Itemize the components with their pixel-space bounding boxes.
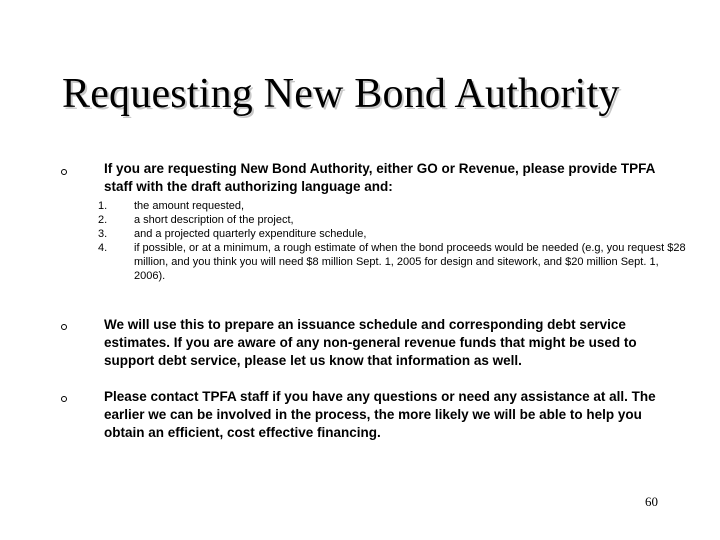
page-number: 60 <box>645 494 658 509</box>
numbered-list <box>98 199 688 283</box>
list-item <box>98 199 688 213</box>
list-text: a short description of the project, <box>134 214 294 226</box>
intro-paragraph: If you are requesting New Bond Authority, either GO or Revenue, please provide TPFA staff with the draft authorizing language and: <box>104 161 655 194</box>
list-item <box>98 241 688 283</box>
issuance-paragraph: We will use this to prepare an issuance schedule and corresponding debt service estimates. If you are aware of any non-general revenue funds that might be used to support debt service, please let us know that information as well. <box>104 317 637 368</box>
list-number: 3. <box>98 228 108 240</box>
slide-title: Requesting New Bond Authority <box>62 71 620 117</box>
bullet-circle-icon <box>61 324 67 330</box>
list-number: 4. <box>98 242 108 254</box>
contact-paragraph: Please contact TPFA staff if you have any questions or need any assistance at all. The earlier we can be involved in the process, the more likely we will be able to help you obtain an efficient, cost effective financing. <box>104 389 656 440</box>
list-item <box>98 227 688 241</box>
list-number: 1. <box>98 200 108 212</box>
list-number: 2. <box>98 214 108 226</box>
bullet-circle-icon <box>61 169 67 175</box>
list-item <box>98 213 688 227</box>
bullet-circle-icon <box>61 396 67 402</box>
list-text: the amount requested, <box>134 200 245 212</box>
list-text: if possible, or at a minimum, a rough estimate of when the bond proceeds would be needed (e.g, you request $28 million, and you think you will need $8 million Sept. 1, 2005 for design and sitework, and $20 million Sept. 1, 2006). <box>134 242 686 282</box>
list-text: and a projected quarterly expenditure schedule, <box>134 228 367 240</box>
